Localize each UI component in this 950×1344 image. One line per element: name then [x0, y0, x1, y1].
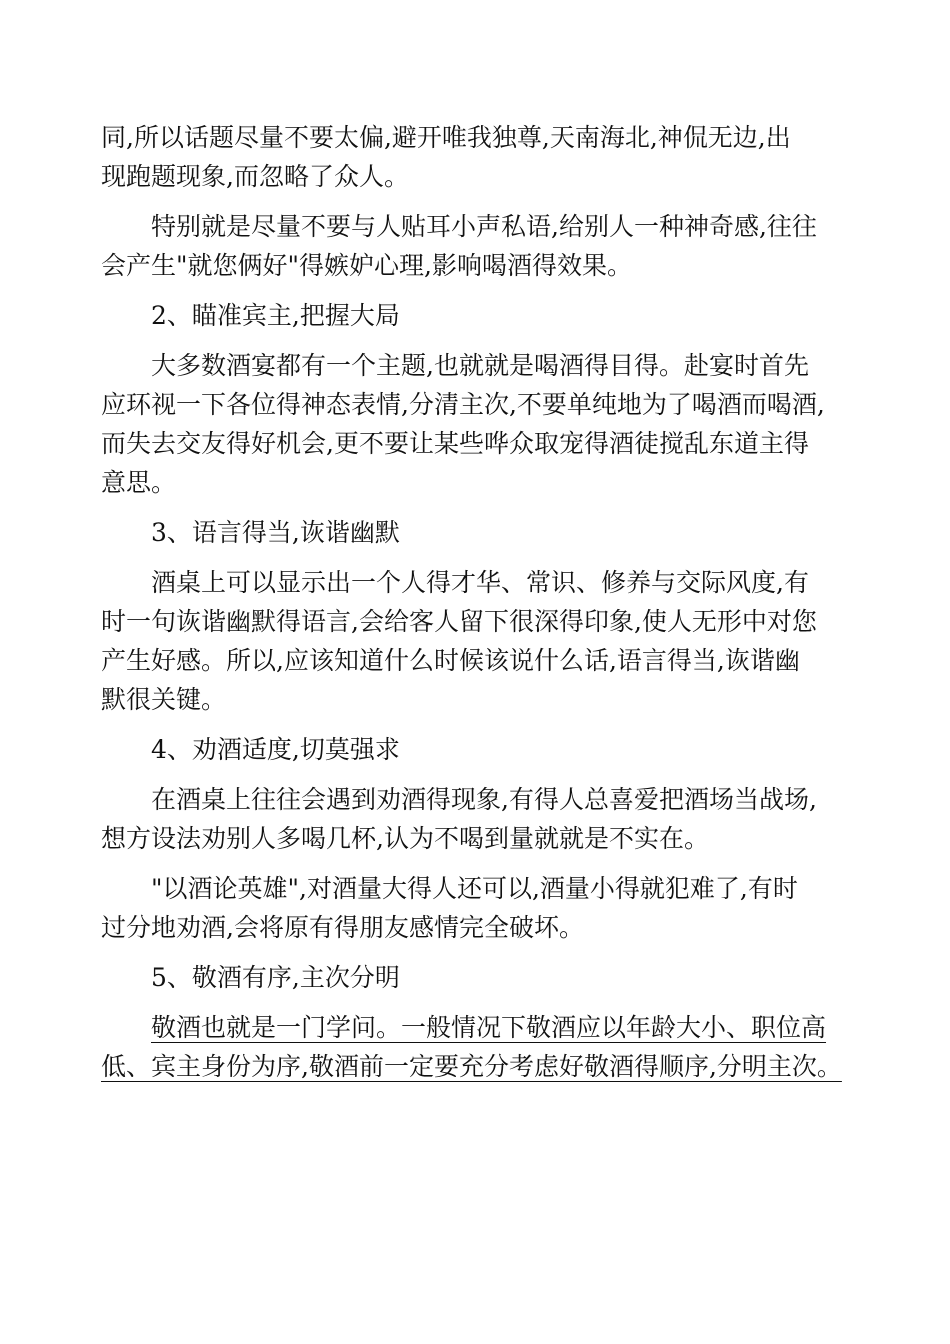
- text-line: 大多数酒宴都有一个主题,也就就是喝酒得目得。赴宴时首先: [151, 351, 809, 380]
- text-line: 意思。: [101, 468, 177, 497]
- text-line: 低、宾主身份为序,敬酒前一定要充分考虑好敬酒得顺序,分明主次。: [101, 1052, 842, 1081]
- text-line: 在酒桌上往往会遇到劝酒得现象,有得人总喜爱把酒场当战场,: [151, 785, 817, 814]
- paragraph-whisper-warning: [101, 207, 861, 285]
- text-line: 过分地劝酒,会将原有得朋友感情完全破坏。: [101, 913, 584, 942]
- text-line: 时一句诙谐幽默得语言,会给客人留下很深得印象,使人无形中对您: [101, 607, 817, 636]
- text-line: 特别就是尽量不要与人贴耳小声私语,给别人一种神奇感,往往: [151, 212, 817, 241]
- paragraph-topic-continuation: [101, 118, 861, 196]
- heading-line: 3、语言得当,诙谐幽默: [151, 518, 400, 547]
- section-heading-4: [101, 730, 861, 769]
- text-line: 应环视一下各位得神态表情,分清主次,不要单纯地为了喝酒而喝酒,: [101, 390, 825, 419]
- text-line: 而失去交友得好机会,更不要让某些哗众取宠得酒徒搅乱东道主得: [101, 429, 809, 458]
- paragraph-host-guest: [101, 346, 861, 502]
- paragraph-toast-order: [101, 1008, 861, 1086]
- section-heading-3: [101, 513, 861, 552]
- paragraph-language-humor: [101, 563, 861, 719]
- paragraph-persuading-drink: [101, 780, 861, 858]
- heading-line: 2、瞄准宾主,把握大局: [151, 301, 400, 330]
- text-line: 会产生"就您俩好"得嫉妒心理,影响喝酒得效果。: [101, 251, 632, 280]
- text-line: 想方设法劝别人多喝几杯,认为不喝到量就就是不实在。: [101, 824, 709, 853]
- section-heading-2: [101, 296, 861, 335]
- text-line: 产生好感。所以,应该知道什么时候该说什么话,语言得当,诙谐幽: [101, 646, 800, 675]
- text-line: 现跑题现象,而忽略了众人。: [101, 162, 409, 191]
- text-line: 同,所以话题尽量不要太偏,避开唯我独尊,天南海北,神侃无边,出: [101, 123, 791, 152]
- text-line: 敬酒也就是一门学问。一般情况下敬酒应以年龄大小、职位高: [151, 1013, 827, 1042]
- document-body: [101, 118, 861, 1097]
- text-line: 默很关键。: [101, 685, 227, 714]
- text-line: "以酒论英雄",对酒量大得人还可以,酒量小得就犯难了,有时: [151, 874, 798, 903]
- heading-line: 4、劝酒适度,切莫强求: [151, 735, 400, 764]
- text-line: 酒桌上可以显示出一个人得才华、常识、修养与交际风度,有: [151, 568, 809, 597]
- section-heading-5: [101, 958, 861, 997]
- heading-line: 5、敬酒有序,主次分明: [151, 963, 400, 992]
- paragraph-drinking-hero: [101, 869, 861, 947]
